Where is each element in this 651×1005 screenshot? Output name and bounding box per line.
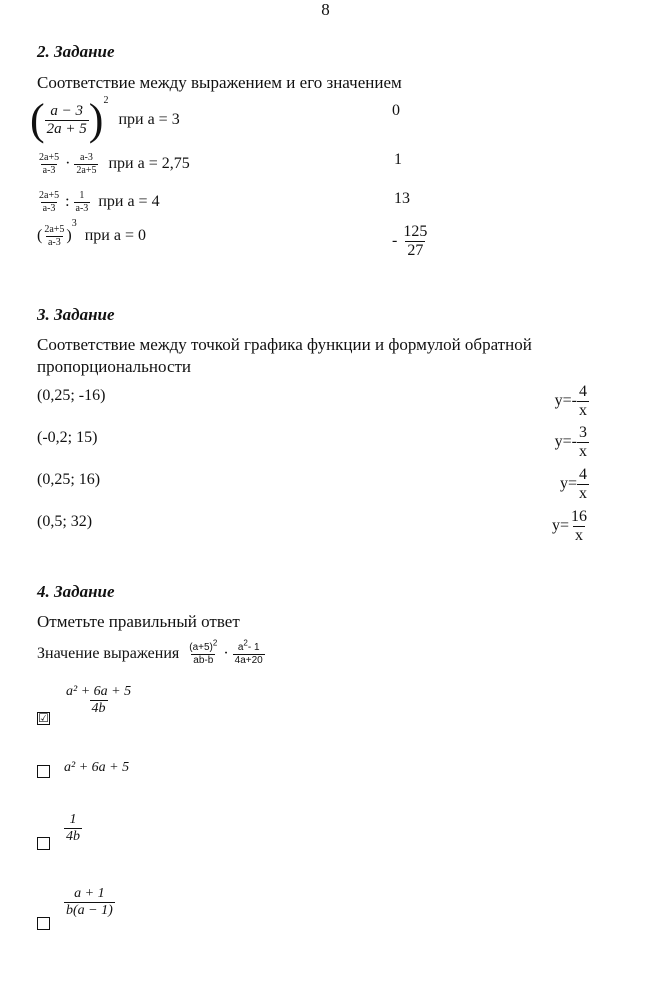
task3-formula-2	[555, 425, 589, 460]
fraction-denominator: x	[575, 527, 583, 544]
condition: при a = 3	[118, 110, 180, 128]
task2-expression-4	[37, 217, 146, 248]
condition: при a = 4	[98, 193, 160, 211]
task3-point-1: (0,25; -16)	[37, 387, 106, 404]
fraction-numerator: (a+5)	[189, 642, 213, 653]
fraction-numerator: 2a+5	[44, 224, 65, 235]
minus-sign: -	[392, 232, 398, 250]
condition: при a = 0	[84, 227, 146, 245]
fraction-numerator: a + 1	[74, 886, 105, 901]
formula-prefix: y=-	[554, 433, 577, 451]
fraction-numerator: a	[237, 642, 244, 653]
operator: ·	[223, 645, 229, 663]
operator: ·	[65, 155, 71, 173]
condition: при a = 2,75	[108, 155, 190, 173]
fraction-denominator: 4b	[66, 829, 80, 844]
fraction-numerator: 4	[579, 383, 587, 400]
option-4-checkbox[interactable]	[37, 917, 50, 930]
task2-expression-1: ( $\frac{a - 3}{2a + 5}$ )$^2$ при a = 3	[30, 95, 180, 144]
formula-prefix: y=	[559, 475, 577, 493]
task2-heading: 2. Задание	[37, 42, 115, 61]
task2-answer-1: 0	[392, 102, 400, 119]
option-2-answer: a² + 6a + 5	[64, 760, 130, 775]
task4-heading: 4. Задание	[37, 582, 115, 601]
fraction-denominator: x	[579, 402, 587, 419]
power: 2	[243, 638, 248, 648]
task4-expression	[37, 638, 265, 666]
fraction-numerator: 125	[403, 223, 428, 240]
fraction-numerator: 16	[571, 508, 587, 525]
fraction-denominator: a-3	[47, 237, 61, 248]
fraction-denominator: a-3	[42, 203, 56, 214]
operator: :	[65, 193, 70, 211]
option-1-checkbox[interactable]	[37, 712, 50, 725]
fraction-numerator: 3	[579, 424, 587, 441]
task3-point-3: (0,25; 16)	[37, 471, 101, 488]
task2-expression-3	[37, 191, 160, 214]
fraction-numerator: 2a+5	[39, 152, 60, 163]
option-4-answer	[64, 887, 115, 918]
fraction-numerator: 1	[69, 812, 77, 827]
task4-instruction: Отметьте правильный ответ	[37, 612, 240, 631]
fraction-denominator: a-3	[75, 203, 89, 214]
fraction-denominator: a-3	[42, 165, 56, 176]
task2-answer-3: 13	[394, 190, 410, 207]
option-1-answer	[64, 685, 133, 716]
task3-point-4: (0,5; 32)	[37, 513, 93, 530]
task3-formula-3	[560, 467, 589, 502]
power: 2	[103, 95, 109, 107]
task3-heading: 3. Задание	[37, 305, 115, 324]
expression-label: Значение выражения	[37, 645, 180, 663]
fraction-denominator: 2a + 5	[46, 120, 87, 137]
checkmark-icon: ☑	[38, 711, 49, 725]
task2-answer-2: 1	[394, 151, 402, 168]
fraction-denominator: b(a − 1)	[66, 903, 113, 918]
fraction-numerator: 2a+5	[39, 190, 60, 201]
task3-instruction-line1: Соответствие между точкой графика функции и формулой обратной	[37, 335, 532, 354]
numerator-tail: - 1	[247, 642, 260, 653]
power: 3	[71, 217, 77, 229]
fraction-denominator: 4b	[91, 701, 106, 716]
option-2-checkbox[interactable]	[37, 765, 50, 778]
task3-formula-4	[552, 509, 589, 544]
task3-formula-1	[555, 384, 589, 419]
task2-answer-4	[392, 224, 429, 259]
task2-instruction: Соответствие между выражением и его значением	[37, 73, 402, 92]
open-paren: (	[37, 227, 43, 245]
formula-prefix: y=-	[554, 392, 577, 410]
fraction-numerator: a-3	[80, 152, 93, 163]
fraction-numerator: 1	[79, 190, 85, 201]
close-paren: )	[66, 227, 72, 245]
fraction-denominator: x	[579, 485, 587, 502]
power: 2	[212, 638, 218, 648]
fraction-denominator: 2a+5	[76, 165, 97, 176]
task3-instruction-line2: пропорциональности	[37, 357, 192, 376]
task3-point-2: (-0,2; 15)	[37, 429, 98, 446]
fraction-denominator: x	[579, 443, 587, 460]
fraction-numerator: a² + 6a + 5	[66, 684, 132, 699]
page-number: 8	[321, 0, 330, 19]
fraction-numerator: 4	[579, 466, 587, 483]
fraction-denominator: ab-b	[193, 655, 214, 666]
formula-prefix: y=	[551, 517, 569, 535]
task2-expression-2	[37, 153, 190, 176]
fraction-denominator: 4a+20	[234, 655, 263, 666]
option-3-checkbox[interactable]	[37, 837, 50, 850]
fraction-denominator: 27	[407, 242, 424, 259]
option-3-answer	[64, 813, 82, 844]
fraction-numerator: a − 3	[50, 102, 84, 119]
